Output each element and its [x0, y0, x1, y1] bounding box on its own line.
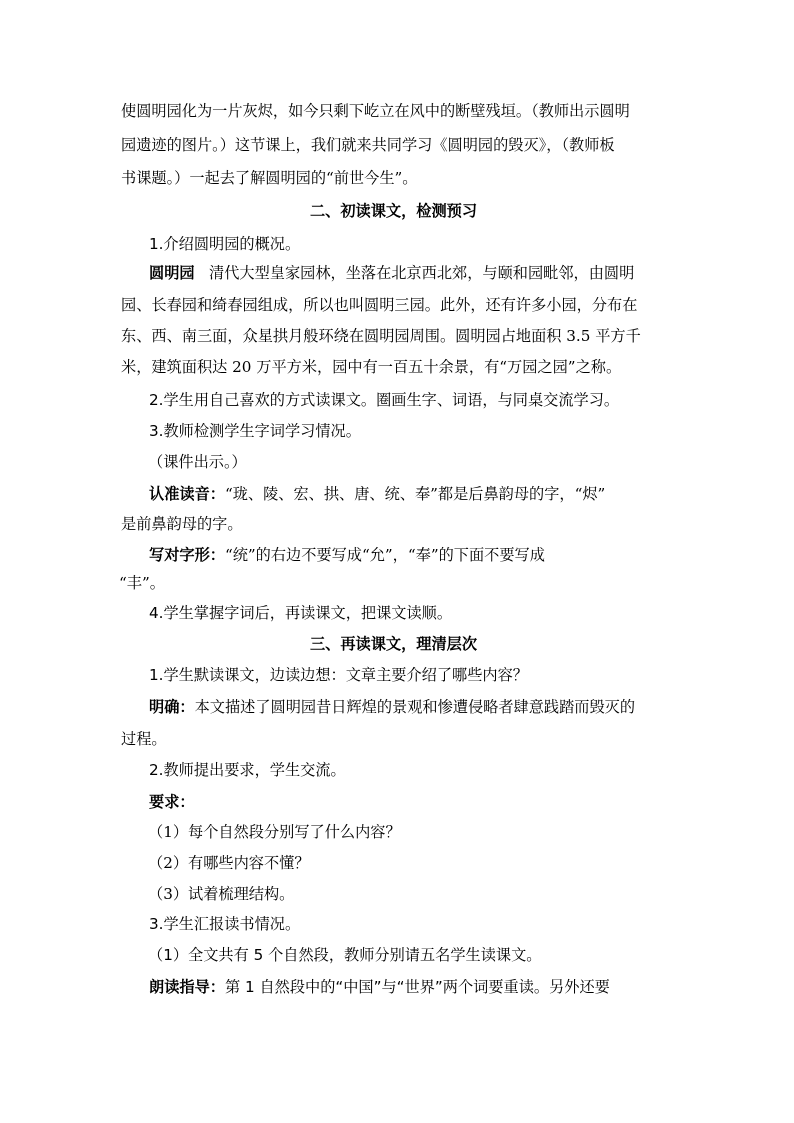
yuanmingyuan-term: 圆明园: [149, 264, 195, 282]
requirement-item-2: （2）有哪些内容不懂？: [148, 854, 310, 872]
intro-line-1: 使圆明园化为一片灰烬，如今只剩下屹立在风中的断壁残垣。（教师出示圆明: [121, 102, 630, 120]
reading-guide-label: 朗读指导：: [149, 978, 225, 996]
yuanmingyuan-desc-1: 清代大型皇家园林，坐落在北京西北郊，与颐和园毗邻，由圆明: [209, 264, 635, 282]
requirement-item-3: （3）试着梳理结构。: [148, 885, 295, 903]
pronunciation-line-1: [149, 484, 694, 504]
clear-line-2: 过程。: [121, 730, 167, 748]
pronunciation-label: 认准读音：: [149, 485, 225, 503]
s3-item-1: 1.学生默读课文，边读边想：文章主要介绍了哪些内容？: [149, 666, 528, 684]
s2-item-2: 2.学生用自己喜欢的方式读课文。圈画生字、词语，与同桌交流学习。: [149, 391, 620, 409]
intro-line-3: 书课题。）一起去了解圆明园的“前世今生”。: [121, 169, 418, 187]
reading-guide-text: 第 1 自然段中的“中国”与“世界”两个词要重读。另外还要: [224, 978, 610, 996]
section-2-title: 二、初读课文，检测预习: [309, 202, 478, 220]
s2-item-1: 1.介绍圆明园的概况。: [149, 235, 301, 253]
yuanmingyuan-line-4: 米，建筑面积达 20 万平方米，园中有一百五十余景，有“万园之园”之称。: [121, 358, 622, 376]
s2-courseware: （课件出示。）: [148, 453, 247, 471]
pronunciation-text-1: “珑、陵、宏、拱、唐、统、奉”都是后鼻韵母的字，“烬”: [224, 485, 606, 503]
writing-line-2: “丰”。: [119, 574, 165, 592]
section-3-title: 三、再读课文，理清层次: [309, 635, 478, 653]
writing-line-1: [149, 545, 694, 565]
yuanmingyuan-line-1: [149, 263, 694, 283]
clear-label: 明确：: [149, 698, 195, 716]
reading-guide-line: [149, 977, 694, 997]
requirement-item-1: （1）每个自然段分别写了什么内容？: [148, 823, 401, 841]
s3-item-3: 3.学生汇报读书情况。: [149, 915, 301, 933]
writing-label: 写对字形：: [149, 546, 225, 564]
s2-item-3: 3.教师检测学生字词学习情况。: [149, 422, 361, 440]
pronunciation-line-2: 是前鼻韵母的字。: [121, 515, 243, 533]
yuanmingyuan-line-2: 园、长春园和绮春园组成，所以也叫圆明三园。此外，还有许多小园，分布在: [121, 296, 638, 314]
s2-item-4: 4.学生掌握字词后，再读课文，把课文读顺。: [149, 604, 453, 622]
clear-line-1: [149, 697, 694, 717]
writing-text-1: “统”的右边不要写成“允”，“奉”的下面不要写成: [224, 546, 545, 564]
s3-item-3-sub-1: （1）全文共有 5 个自然段，教师分别请五名学生读课文。: [148, 946, 542, 964]
s3-item-2: 2.教师提出要求，学生交流。: [149, 761, 346, 779]
yuanmingyuan-line-3: 东、西、南三面，众星拱月般环绕在圆明园周围。圆明园占地面积 3.5 平方千: [121, 327, 641, 345]
intro-line-2: 园遗迹的图片。）这节课上，我们就来共同学习《圆明园的毁灭》，（教师板: [121, 136, 615, 154]
clear-text-1: 本文描述了圆明园昔日辉煌的景观和惨遭侵略者肆意践踏而毁灭的: [194, 698, 635, 716]
requirement-label: 要求：: [149, 793, 195, 811]
